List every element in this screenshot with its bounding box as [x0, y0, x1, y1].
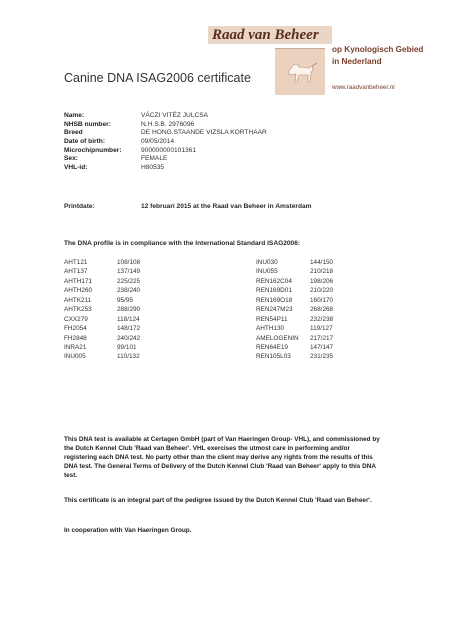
marker-name: CXX279: [64, 315, 88, 323]
marker-name: INRA21: [64, 343, 87, 351]
dna-profile-heading: The DNA profile is in compliance with the International Standard ISAG2006:: [64, 240, 301, 247]
subtitle-line-1: op Kynologisch Gebied: [332, 45, 424, 54]
marker-value: 137/149: [117, 268, 141, 276]
marker-value: 288/290: [117, 306, 141, 314]
marker-name: AHT137: [64, 268, 88, 276]
marker-name: REN162C04: [256, 277, 292, 285]
marker-name: INU030: [256, 259, 278, 266]
marker-name: AHTH260: [64, 287, 93, 295]
marker-value: 99/101: [117, 343, 137, 351]
detail-label: Date of birth:: [64, 138, 106, 146]
detail-value: VÁCZI VITÉZ JULCSA: [141, 112, 209, 119]
detail-value: 09/05/2014: [141, 138, 175, 146]
marker-name: AHT121: [64, 259, 88, 266]
detail-value: FEMALE: [141, 155, 168, 163]
detail-label: NHSB number:: [64, 120, 111, 128]
marker-name: REN247M23: [256, 306, 293, 314]
marker-name: AHTH171: [64, 277, 93, 285]
marker-name: AHTH130: [256, 325, 285, 333]
detail-value: DE HONG.STAANDE VIZSLA KORTHAAR: [141, 129, 267, 137]
marker-name: INU055: [256, 268, 278, 276]
marker-value: 144/150: [310, 259, 334, 266]
detail-value: N.H.S.B. 2976096: [141, 120, 195, 128]
detail-label: Microchipnumber:: [64, 146, 122, 154]
detail-label: Breed: [64, 129, 83, 137]
marker-value: 268/268: [310, 306, 334, 314]
marker-name: FH2848: [64, 334, 87, 342]
marker-value: 118/124: [117, 315, 140, 323]
marker-value: 119/127: [310, 325, 333, 333]
marker-value: 210/218: [310, 268, 334, 276]
detail-value: 900000000101361: [141, 146, 197, 154]
disclaimer-paragraph: This DNA test is available at Certagen GmbH (part of Van Haeringen Group- VHL), and commissioned by the Dutch Kennel Club 'Raad van Beheer'. VHL exercises the utmost care in performing and/or registering each DNA test. No party other than the client may derive any rights from the results of this DNA test. The General Terms of Delivery of the Dutch Kennel Club 'Raad van Beheer' apply to this DNA test.: [64, 436, 380, 479]
marker-value: 148/172: [117, 325, 141, 333]
marker-name: REN105L03: [256, 353, 291, 361]
marker-value: 108/108: [117, 259, 141, 266]
logo: [275, 48, 325, 95]
detail-label: VHL-id:: [64, 164, 88, 172]
marker-name: REN169O18: [256, 296, 293, 304]
marker-value: 210/220: [310, 287, 334, 295]
marker-name: AHTK211: [64, 296, 92, 304]
marker-name: AMELOGENIN: [256, 334, 299, 342]
marker-value: 160/170: [310, 296, 334, 304]
dog-silhouette-icon: [275, 49, 325, 95]
marker-name: REN54P11: [256, 315, 288, 323]
printdate-label: Printdate:: [64, 203, 95, 210]
marker-value: 217/217: [310, 334, 334, 342]
marker-value: 147/147: [310, 343, 334, 351]
marker-name: INU005: [64, 353, 86, 361]
marker-name: REN169D01: [256, 287, 292, 295]
marker-value: 232/238: [310, 315, 334, 323]
marker-value: 225/225: [117, 277, 141, 285]
detail-value: H80535: [141, 164, 165, 172]
marker-value: 238/240: [117, 287, 141, 295]
marker-name: REN64E19: [256, 343, 288, 351]
pedigree-note: This certificate is an integral part of the pedigree issued by the Dutch Kennel Club 'Raad van Beheer'.: [64, 497, 372, 504]
cooperation-note: In cooperation with Van Haeringen Group.: [64, 527, 192, 534]
marker-value: 95/95: [117, 296, 133, 304]
marker-name: FH2054: [64, 325, 87, 333]
marker-value: 198/206: [310, 277, 334, 285]
marker-name: AHTK253: [64, 306, 92, 314]
marker-value: 240/242: [117, 334, 141, 342]
organization-name: Raad van Beheer: [212, 27, 319, 43]
marker-value: 110/132: [117, 353, 140, 361]
website-link[interactable]: www.raadvanbeheer.nl: [332, 84, 395, 91]
marker-value: 231/235: [310, 353, 334, 361]
detail-label: Name:: [64, 112, 85, 119]
detail-label: Sex:: [64, 155, 78, 163]
certificate-title: Canine DNA ISAG2006 certificate: [64, 71, 251, 85]
subtitle-line-2: in Nederland: [332, 57, 382, 66]
printdate-value: 12 februari 2015 at the Raad van Beheer in Amsterdam: [141, 203, 312, 210]
